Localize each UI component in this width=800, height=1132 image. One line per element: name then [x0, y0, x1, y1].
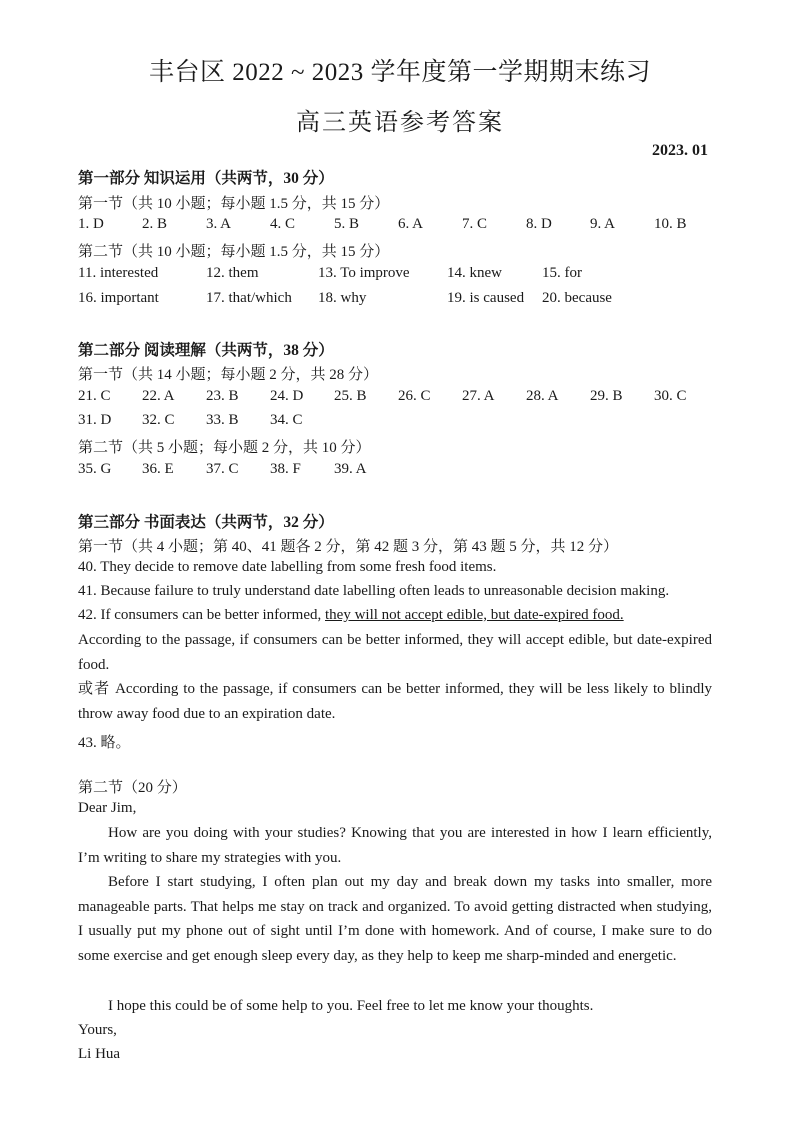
part2-sec2-heading: 第二节（共 5 小题；每小题 2 分，共 10 分）: [78, 440, 371, 456]
answer-42-underlined: they will not accept edible, but date-expired food.: [325, 607, 624, 623]
part3-heading: 第三部分 书面表达（共两节，32 分）: [78, 514, 334, 531]
part3-sec2-heading: 第二节（20 分）: [78, 780, 187, 796]
answer-item: 18. why: [318, 290, 367, 306]
answer-item: 33. B: [206, 412, 239, 428]
answer-item: 20. because: [542, 290, 612, 306]
answer-item: 28. A: [526, 388, 559, 404]
letter-greeting: Dear Jim,: [78, 800, 137, 816]
answer-item: 35. G: [78, 461, 112, 477]
answer-item: 8. D: [526, 216, 552, 232]
answer-item: 17. that/which: [206, 290, 292, 306]
answer-42-lead: 42. If consumers can be better informed,: [78, 607, 325, 623]
part3-sec1-heading: 第一节（共 4 小题；第 40、41 题各 2 分，第 42 题 3 分，第 43 题 5 分，共 12 分）: [78, 539, 619, 555]
answer-item: 36. E: [142, 461, 174, 477]
part1-sec2-row2: [78, 290, 718, 312]
answer-43: 43. 略。: [78, 735, 131, 751]
answer-item: 15. for: [542, 265, 582, 281]
answer-41: 41. Because failure to truly understand date labelling often leads to unreasonable decision making.: [78, 583, 670, 599]
letter-signature: Li Hua: [78, 1046, 121, 1062]
answer-item: 9. A: [590, 216, 616, 232]
answer-item: 39. A: [334, 461, 367, 477]
answer-item: 21. C: [78, 388, 111, 404]
answer-42: [78, 607, 624, 624]
answer-item: 22. A: [142, 388, 175, 404]
part1-sec1-heading: 第一节（共 10 小题；每小题 1.5 分，共 15 分）: [78, 196, 390, 212]
answer-item: 6. A: [398, 216, 424, 232]
answer-40: 40. They decide to remove date labelling from some fresh food items.: [78, 559, 497, 575]
letter-paragraph-3: I hope this could be of some help to you. Feel free to let me know your thoughts.: [108, 998, 594, 1014]
answer-item: 24. D: [270, 388, 304, 404]
answer-42-alternative-2: 或者 According to the passage, if consumers can be better informed, they will be less likely to blindly throw away food due to an expiration date.: [78, 681, 712, 722]
answer-item: 2. B: [142, 216, 168, 232]
answer-item: 3. A: [206, 216, 232, 232]
part2-sec2-answers: [78, 461, 718, 483]
page-subtitle: 高三英语参考答案: [296, 110, 504, 136]
answer-item: 32. C: [142, 412, 175, 428]
part2-sec1-row1: [78, 388, 718, 410]
page-title: 丰台区 2022 ~ 2023 学年度第一学期期末练习: [148, 59, 652, 86]
part2-sec1-heading: 第一节（共 14 小题；每小题 2 分，共 28 分）: [78, 367, 379, 383]
answer-item: 5. B: [334, 216, 360, 232]
exam-date: 2023. 01: [652, 142, 708, 159]
answer-item: 12. them: [206, 265, 259, 281]
part1-sec1-answers: [78, 216, 718, 238]
part1-sec2-heading: 第二节（共 10 小题；每小题 1.5 分，共 15 分）: [78, 244, 390, 260]
answer-item: 16. important: [78, 290, 159, 306]
part1-heading: 第一部分 知识运用（共两节，30 分）: [78, 170, 334, 187]
answer-item: 19. is caused: [447, 290, 525, 306]
answer-item: 26. C: [398, 388, 431, 404]
part2-heading: 第二部分 阅读理解（共两节，38 分）: [78, 342, 334, 359]
answer-item: 38. F: [270, 461, 301, 477]
answer-item: 11. interested: [78, 265, 159, 281]
letter-paragraph-2: Before I start studying, I often plan out my day and break down my tasks into smaller, more manageable parts. That helps me stay on track and organized. To avoid getting distracted when studying, I usually put my phone out of sight until I’m done with homework. And of course, I make sure to do some exercise and get enough sleep every day, as they help to keep me sharp-minded and energetic.: [78, 874, 712, 964]
answer-42-alternative-1: According to the passage, if consumers can be better informed, they will accept edible, but date-expired food.: [78, 632, 712, 673]
answer-item: 37. C: [206, 461, 239, 477]
answer-item: 25. B: [334, 388, 367, 404]
letter-closing: Yours,: [78, 1022, 117, 1038]
letter-paragraph-1: How are you doing with your studies? Knowing that you are interested in how I learn efficiently, I’m writing to share my strategies with you.: [78, 825, 712, 866]
answer-item: 13. To improve: [318, 265, 410, 281]
answer-item: 34. C: [270, 412, 303, 428]
answer-item: 27. A: [462, 388, 495, 404]
answer-item: 7. C: [462, 216, 488, 232]
answer-item: 31. D: [78, 412, 112, 428]
answer-item: 10. B: [654, 216, 687, 232]
answer-item: 4. C: [270, 216, 296, 232]
answer-item: 14. knew: [447, 265, 502, 281]
answer-item: 23. B: [206, 388, 239, 404]
answer-item: 1. D: [78, 216, 104, 232]
part2-sec1-row2: [78, 412, 718, 434]
answer-item: 29. B: [590, 388, 623, 404]
answer-item: 30. C: [654, 388, 687, 404]
part1-sec2-row1: [78, 265, 718, 287]
